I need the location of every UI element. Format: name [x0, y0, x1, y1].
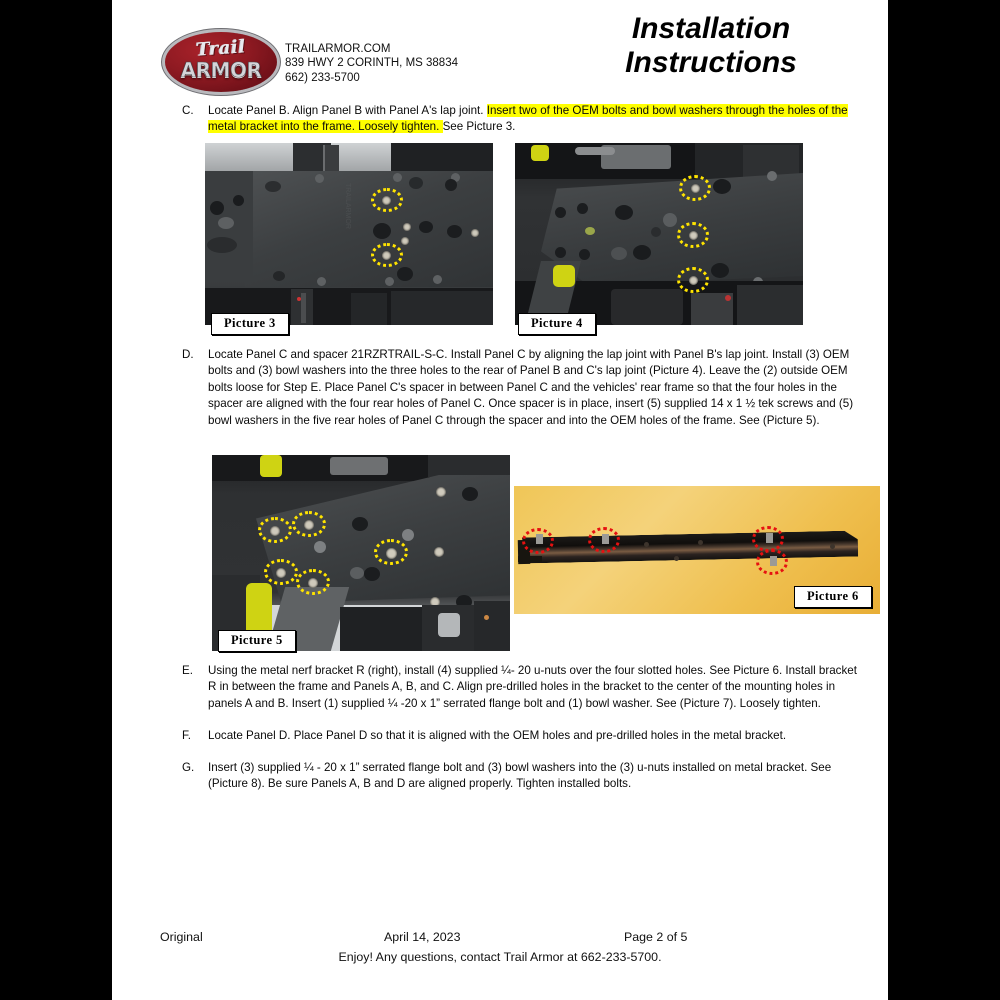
- photo4-hole: [555, 207, 566, 218]
- page-title-line2: Instructions: [625, 46, 797, 79]
- picture-6-marker-2: [588, 527, 620, 553]
- photo3-hole: [207, 237, 237, 253]
- photo5-hole: [314, 541, 326, 553]
- picture-4-photo: [515, 143, 803, 325]
- step-c-text: Locate Panel B. Align Panel B with Panel A's lap joint. Insert two of the OEM bolts and bowl washers through the holes of the metal bracket into the frame. Loosely tighten. See Picture 3.: [208, 104, 848, 134]
- step-g-letter: G.: [182, 761, 195, 774]
- photo3-hole: [419, 221, 433, 233]
- photo4-bolt: [663, 213, 677, 227]
- photo3-bowl-washer: [471, 229, 479, 237]
- photo6-hole: [644, 542, 649, 547]
- page-title-line1: Installation: [631, 12, 791, 45]
- photo4-hole: [611, 247, 627, 260]
- document-page: [112, 0, 888, 1000]
- picture-6-marker-1: [522, 528, 554, 554]
- step-f-letter: F.: [182, 729, 192, 742]
- photo5-hole: [462, 487, 478, 501]
- step-e-letter: E.: [182, 664, 193, 677]
- picture-6-marker-4: [756, 549, 788, 575]
- picture-5-bolt-2: [304, 520, 314, 530]
- photo3-hole: [218, 217, 234, 229]
- photo4-hole: [651, 227, 661, 237]
- logo-word-text: ARMOR: [180, 58, 262, 82]
- photo3-hole: [373, 223, 391, 239]
- photo4-skid-panel: [541, 173, 803, 285]
- photo3-hole: [447, 225, 462, 238]
- photo3-bolt: [393, 173, 402, 182]
- photo5-bracket: [438, 613, 460, 637]
- picture-3-bolt-1: [382, 196, 391, 205]
- picture-3-photo: [205, 143, 493, 325]
- photo4-yellow-spring: [531, 145, 549, 161]
- photo3-bolt: [315, 174, 324, 183]
- photo5-hole: [350, 567, 364, 579]
- photo3-lower-part: [351, 293, 387, 325]
- step-d: [182, 347, 866, 429]
- step-f: [182, 728, 866, 744]
- step-e: [182, 663, 866, 712]
- photo4-hole: [633, 245, 651, 260]
- photo4-hole: [579, 249, 590, 260]
- picture-3-bolt-2: [382, 251, 391, 260]
- photo5-right-bg: [428, 455, 510, 477]
- photo5-bolt: [436, 487, 446, 497]
- picture-4-bolt-2: [689, 231, 698, 240]
- photo4-hole: [615, 205, 633, 220]
- picture-4-bolt-3: [689, 276, 698, 285]
- company-website: TRAILARMOR.COM: [285, 43, 391, 55]
- photo6-bracket-foot: [518, 556, 542, 562]
- photo3-bolt: [433, 275, 442, 284]
- picture-5-photo: [212, 455, 510, 651]
- photo6-hole: [674, 556, 679, 561]
- photo5-hole: [364, 567, 380, 581]
- footer-revision: Original: [160, 930, 203, 944]
- photo6-hole: [698, 540, 703, 545]
- photo3-right-bg: [391, 143, 493, 173]
- company-address: 839 HWY 2 CORINTH, MS 38834: [285, 57, 458, 70]
- picture-6-marker-3: [752, 526, 784, 552]
- photo4-marker: [585, 227, 595, 235]
- photo3-stamp: TRAILARMOR: [344, 183, 351, 229]
- step-g-text: Insert (3) supplied ¼ - 20 x 1” serrated flange bolt and (3) bowl washers into the (3) u-nuts installed on metal bracket. See (Picture 8). Be sure Panels A, B and D are aligned properly. Tighten installed bolts.: [208, 761, 832, 791]
- photo3-lower-slot: [301, 293, 306, 323]
- photo5-grate: [474, 601, 510, 651]
- photo3-bowl-washer: [403, 223, 411, 231]
- photo3-hole: [210, 201, 224, 215]
- step-d-letter: D.: [182, 348, 194, 361]
- photo4-grate-lower: [737, 285, 803, 325]
- photo4-hole: [713, 179, 731, 194]
- step-g: [182, 760, 866, 793]
- step-c-letter: C.: [182, 104, 194, 117]
- picture-5-bolt-1: [270, 526, 280, 536]
- picture-5-caption: Picture 5: [218, 630, 296, 652]
- footer-date: April 14, 2023: [384, 930, 461, 944]
- photo3-bowl-washer: [401, 237, 409, 245]
- page-title: [556, 12, 866, 80]
- photo5-bolt: [434, 547, 444, 557]
- picture-6-caption: Picture 6: [794, 586, 872, 608]
- photo3-hole: [265, 181, 281, 192]
- trail-armor-logo: [165, 32, 277, 96]
- page-footer: [112, 930, 888, 964]
- photo3-hole: [273, 271, 285, 281]
- photo4-yellow-spring-2: [553, 265, 575, 287]
- step-c: [182, 103, 866, 136]
- photo3-hole: [397, 267, 413, 281]
- logo-oval-icon: [165, 32, 277, 92]
- photo4-tire: [611, 289, 683, 325]
- footer-note: Enjoy! Any questions, contact Trail Armor at 662-233-5700.: [338, 950, 662, 964]
- photo5-yellow-part: [260, 455, 282, 477]
- picture-4-bolt-1: [691, 184, 700, 193]
- photo3-frame-slot: [323, 145, 339, 173]
- step-d-text: Locate Panel C and spacer 21RZRTRAIL-S-C. Install Panel C by aligning the lap joint with Panel B's lap joint. Install (3) OEM bolts and (3) bowl washers into the three holes to the rear of Panel B and C's lap joint (Picture 4). Leave the (2) outside OEM bolts loose for Step E. Place Panel C's spacer in between Panel C and the vehicles' rear frame so that the four holes in the spacer are aligned with the four rear holes of Panel C. Once spacer is in place, insert (5) supplied 14 x 1 ½ tek screws and (5) bowl washers in the five rear holes of Panel C through the spacer and into the OEM holes of the frame. See (Picture 5).: [208, 348, 854, 427]
- photo3-hole: [233, 195, 244, 206]
- photo3-lower-grate: [391, 291, 493, 325]
- photo4-bolt: [767, 171, 777, 181]
- photo3-red-dot: [297, 297, 301, 301]
- photo3-hole: [445, 179, 457, 191]
- photo4-hole: [577, 203, 588, 214]
- photo5-hole: [402, 529, 414, 541]
- photo4-tube: [575, 147, 615, 155]
- company-phone: 662) 233-5700: [285, 71, 360, 84]
- picture-4-caption: Picture 4: [518, 313, 596, 335]
- photo4-red-dot: [725, 295, 731, 301]
- photo4-hole: [555, 247, 566, 258]
- photo3-bolt: [317, 277, 326, 286]
- photo3-bolt: [385, 277, 394, 286]
- picture-5-bolt-5: [386, 548, 397, 559]
- photo5-undercarriage: [340, 607, 426, 651]
- photo6-hole: [830, 544, 835, 549]
- photo4-hole: [711, 263, 729, 278]
- step-f-text: Locate Panel D. Place Panel D so that it is aligned with the OEM holes and pre-drilled holes in the metal bracket.: [208, 729, 787, 742]
- logo-script-text: Trail: [195, 36, 247, 61]
- picture-3-caption: Picture 3: [211, 313, 289, 335]
- footer-page-number: Page 2 of 5: [624, 930, 688, 944]
- photo5-hole: [352, 517, 368, 531]
- picture-5-bolt-4: [308, 578, 318, 588]
- photo5-engine-part: [330, 457, 388, 475]
- step-e-text: Using the metal nerf bracket R (right), install (4) supplied ¼- 20 u-nuts over the four slotted holes. See Picture 6. Install bracket R in between the frame and Panels A, B, and C. Align pre-drilled holes in the bracket to the center of the mounting holes in panels A and B. Insert (1) supplied ¼ -20 x 1” serrated flange bolt and (1) bowl washer. See (Picture 7). Loosely tighten.: [208, 664, 857, 710]
- picture-5-bolt-3: [276, 568, 286, 578]
- page-header: [112, 0, 888, 100]
- photo3-hole: [409, 177, 423, 189]
- company-contact-block: [285, 42, 458, 85]
- photo5-dot: [484, 615, 489, 620]
